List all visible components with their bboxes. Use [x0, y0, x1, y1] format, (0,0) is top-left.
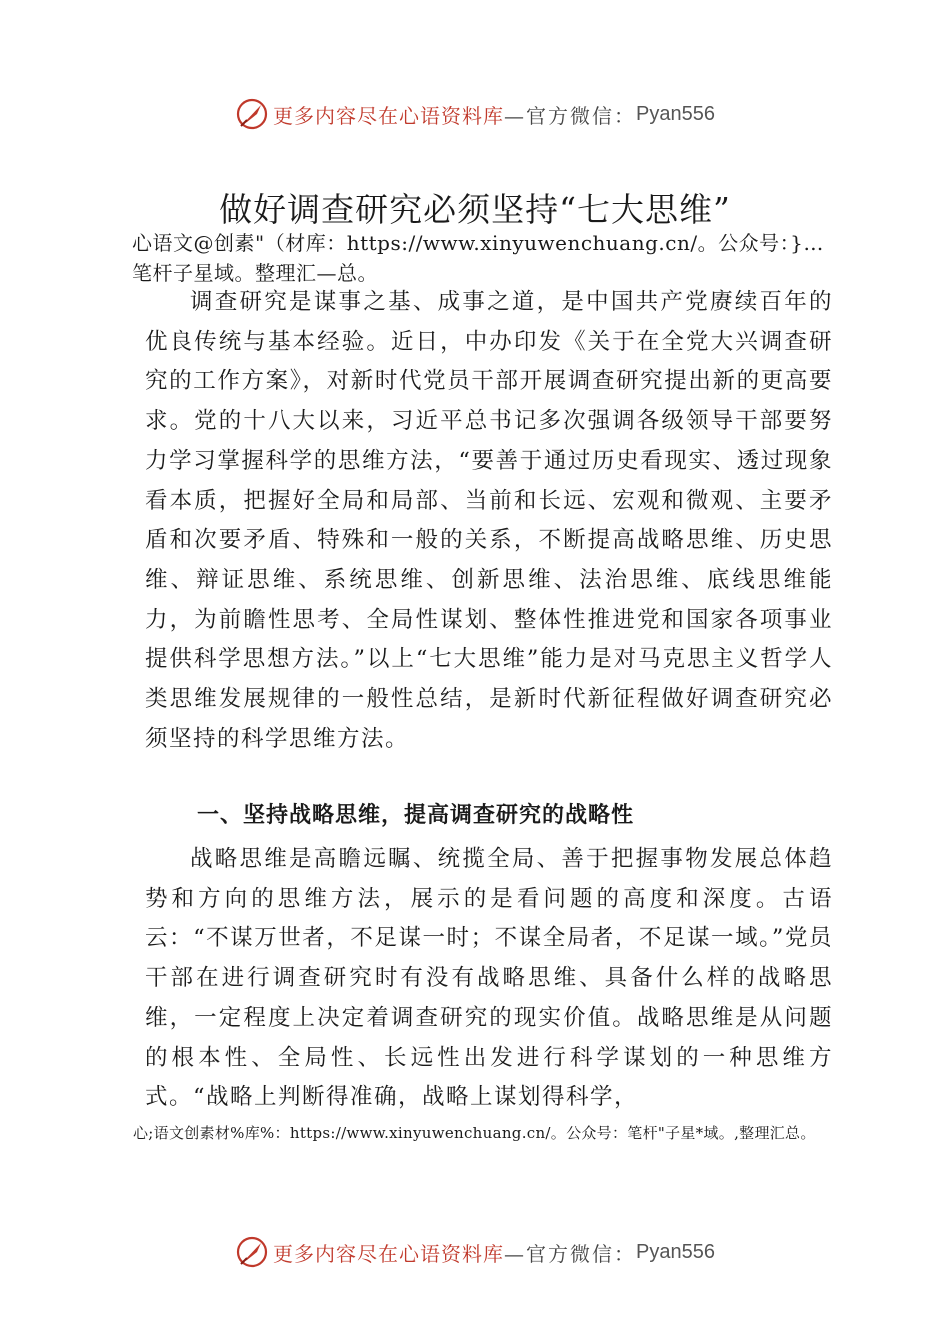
- body-section-2: [145, 840, 833, 1118]
- body-section-1: [145, 283, 833, 759]
- quill-logo-icon: [235, 97, 269, 131]
- quill-logo-icon: [235, 1235, 269, 1269]
- banner-library-text: 更多内容尽在心语资料库: [273, 103, 505, 128]
- source-line: 心语文@创素"（材库：https://www.xinyuwenchuang.cn/。公众号：}…笔杆子星域。整理汇—总。: [132, 231, 824, 285]
- header-banner: [0, 94, 950, 134]
- banner-wechat-handle: Pyan556: [636, 1240, 715, 1263]
- document-title: 做好调查研究必须坚持“七大思维”: [219, 190, 731, 229]
- footnote: 心;语文创素材%库%：https://www.xinyuwenchuang.cn/。公众号：笔杆"子星*域。,整理汇总。: [133, 1124, 816, 1142]
- section-heading-1: 一、坚持战略思维，提高调查研究的战略性: [197, 803, 635, 828]
- banner-wechat-label: —官方微信：: [504, 103, 637, 128]
- banner-wechat-handle: Pyan556: [636, 102, 715, 125]
- banner-wechat-label: —官方微信：: [504, 1241, 637, 1266]
- banner-library-text: 更多内容尽在心语资料库: [273, 1241, 505, 1266]
- paragraph-intro: 调查研究是谋事之基、成事之道，是中国共产党赓续百年的优良传统与基本经验。近日，中办印发《关于在全党大兴调查研究的工作方案》，对新时代党员干部开展调查研究提出新的更高要求。党的十八大以来，习近平总书记多次强调各级领导干部要努力学习掌握科学的思维方法，“要善于通过历史看现实、透过现象看本质，把握好全局和局部、当前和长远、宏观和微观、主要矛盾和次要矛盾、特殊和一般的关系，不断提高战略思维、历史思维、辩证思维、系统思维、创新思维、法治思维、底线思维能力，为前瞻性思考、全局性谋划、整体性推进党和国家各项事业提供科学思想方法。”以上“七大思维”能力是对马克思主义哲学人类思维发展规律的一般性总结，是新时代新征程做好调查研究必须坚持的科学思维方法。: [145, 289, 833, 752]
- footer-banner: [0, 1232, 950, 1272]
- paragraph-strategic-thinking: 战略思维是高瞻远瞩、统揽全局、善于把握事物发展总体趋势和方向的思维方法，展示的是看问题的高度和深度。古语云：“不谋万世者，不足谋一时；不谋全局者，不足谋一域。”党员干部在进行调查研究时有没有战略思维、具备什么样的战略思维，一定程度上决定着调查研究的现实价值。战略思维是从问题的根本性、全局性、长远性出发进行科学谋划的一种思维方式。“战略上判断得准确，战略上谋划得科学，: [145, 846, 833, 1111]
